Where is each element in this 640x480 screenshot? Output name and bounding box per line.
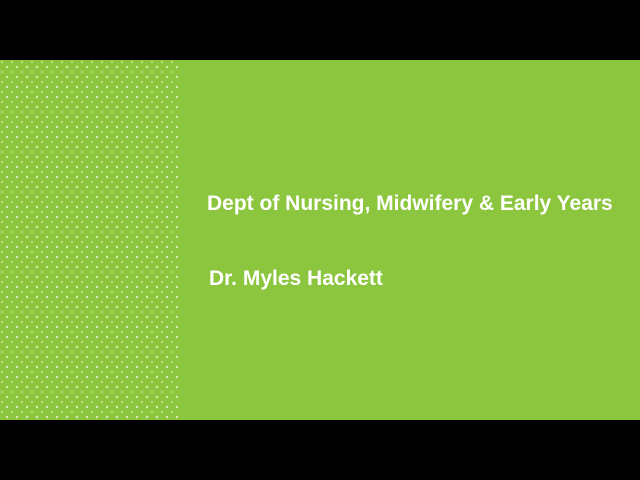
slide-speaker-name: Dr. Myles Hackett xyxy=(209,267,383,290)
slide-title: Dept of Nursing, Midwifery & Early Years xyxy=(207,192,613,215)
letterbox-top-bar xyxy=(0,0,640,60)
letterbox-bottom-bar xyxy=(0,420,640,480)
dot-pattern-panel xyxy=(0,60,178,420)
slide-canvas xyxy=(0,60,640,420)
